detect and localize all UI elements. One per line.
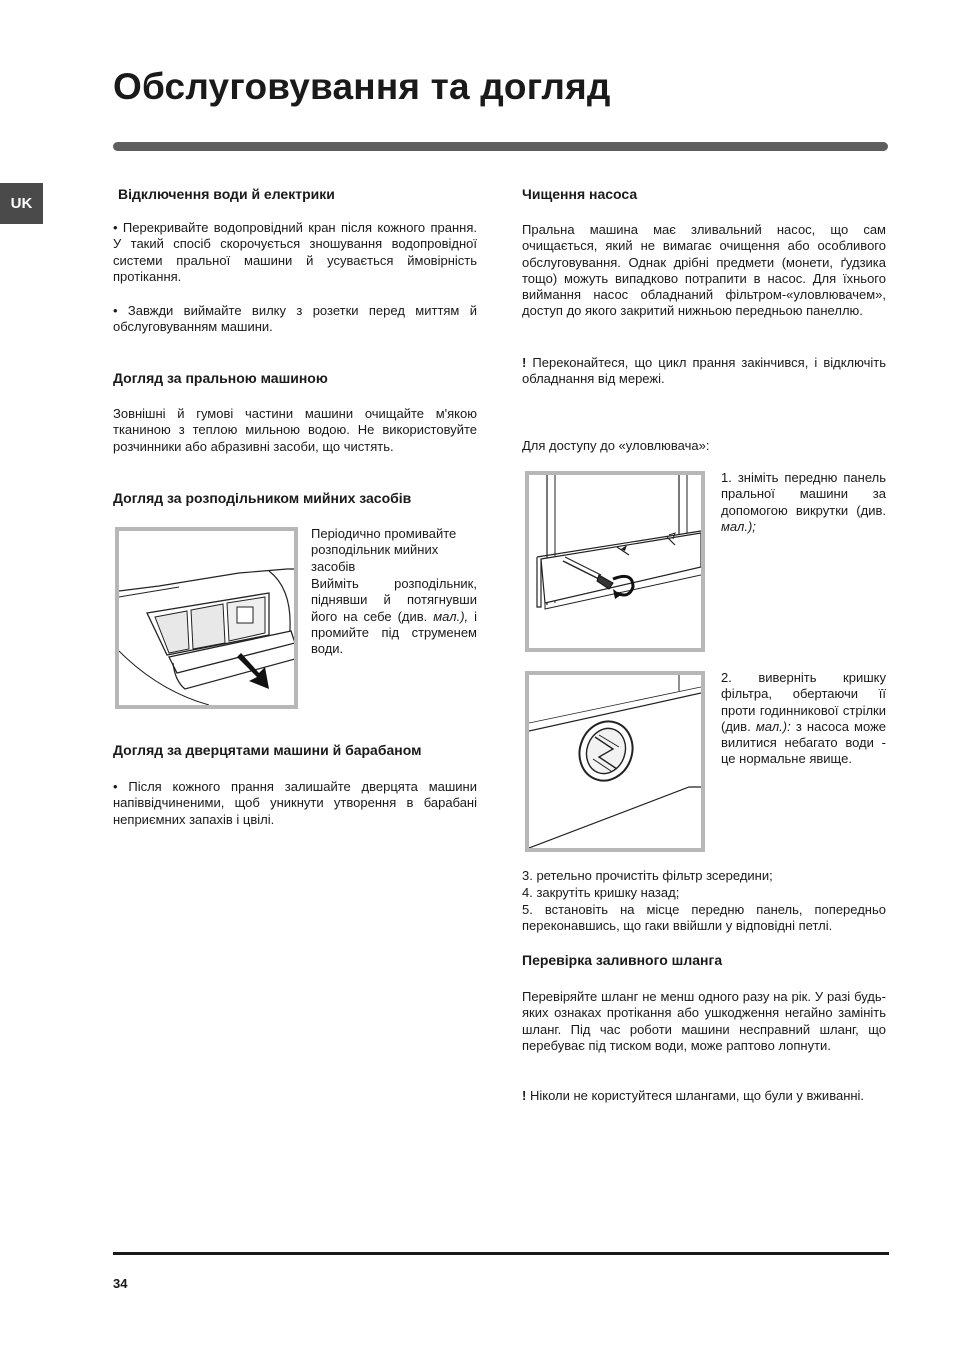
para-hose-warning: ! Ніколи не користуйтеся шлангами, що були у вживанні.	[522, 1088, 865, 1103]
para-step-5: 5. встановіть на місце передню панель, попередньо переконавшись, що гаки ввійшли у відповідні петлі.	[522, 902, 886, 934]
para-door-open: • Після кожного прання залишайте дверцята машини напіввідчиненими, щоб уникнути утворення в барабані неприємних запахів і цвілі.	[113, 779, 477, 827]
dispenser-drawing-icon	[119, 531, 294, 705]
heading-machine-care: Догляд за пральною машиною	[113, 370, 328, 386]
para-dispenser-remove: Вийміть розподільник, піднявши й потягнувши його на себе (див. мал.), і промийте під струменем води.	[311, 576, 477, 657]
para-step-4: 4. закрутіть кришку назад;	[522, 885, 680, 900]
page-number: 34	[113, 1276, 128, 1291]
para-step-3: 3. ретельно прочистіть фільтр зсередини;	[522, 868, 773, 883]
filter-cover-drawing-icon	[529, 675, 701, 848]
front-panel-drawing-icon	[529, 475, 701, 648]
figure-filter-cover	[525, 671, 705, 852]
heading-hose-check: Перевірка заливного шланга	[522, 952, 723, 968]
para-pump: Пральна машина має зливальний насос, що сам очищається, який не вимагає очищення або особливого обслуговування. Однак дрібні предмети (монети, ґудзика тощо) можуть випадково потрапити в насос. Для їхнього виймання насос обладнаний фільтром-«уловлювачем», доступ до якого закритий нижньою передньою панеллю.	[522, 222, 886, 319]
para-step-1: 1. зніміть передню панель пральної машини за допомогою викрутки (див. мал.);	[721, 470, 886, 534]
heading-pump-cleaning: Чищення насоса	[522, 186, 638, 202]
para-pump-warning: ! Переконайтеся, що цикл прання закінчився, і відключіть обладнання від мережі.	[522, 355, 886, 387]
para-water-tap: • Перекривайте водопровідний кран після кожного прання. У такий спосіб скорочується зношування водопровідної системи пральної машини й усувається ймовірність протікання.	[113, 220, 477, 284]
para-dispenser-rinse: Періодично промивайте розподільник мийних засобів	[311, 526, 457, 574]
figure-dispenser	[115, 527, 298, 709]
figure-front-panel	[525, 471, 705, 652]
title-rule	[113, 142, 888, 151]
heading-water-electricity: Відключення води й електрики	[118, 186, 335, 202]
language-tab: UK	[0, 183, 43, 224]
footer-rule	[113, 1252, 889, 1255]
para-machine-care: Зовнішні й гумові частини машини очищайте м'якою тканиною з теплою мильною водою. Не використовуйте розчинники або абразивні засоби, що чистять.	[113, 406, 477, 454]
para-unplug: • Завжди виймайте вилку з розетки перед миттям й обслуговуванням машини.	[113, 303, 477, 335]
heading-door-drum: Догляд за дверцятами машини й барабаном	[113, 742, 422, 758]
page-title: Обслуговування та догляд	[113, 66, 611, 107]
heading-dispenser-care: Догляд за розподільником мийних засобів	[113, 490, 412, 506]
para-hose: Перевіряйте шланг не менш одного разу на рік. У разі будь-яких ознаках протікання або ушкодження негайно замініть шланг. Під час роботи машини несправний шланг, що перебуває під тиском води, може раптово лопнути.	[522, 989, 886, 1053]
para-step-2: 2. виверніть кришку фільтра, обертаючи її проти годинникової стрілки (див. мал.): з насоса може вилитися небагато води - це нормальне явище.	[721, 670, 886, 767]
para-access-filter: Для доступу до «уловлювача»:	[522, 438, 710, 453]
